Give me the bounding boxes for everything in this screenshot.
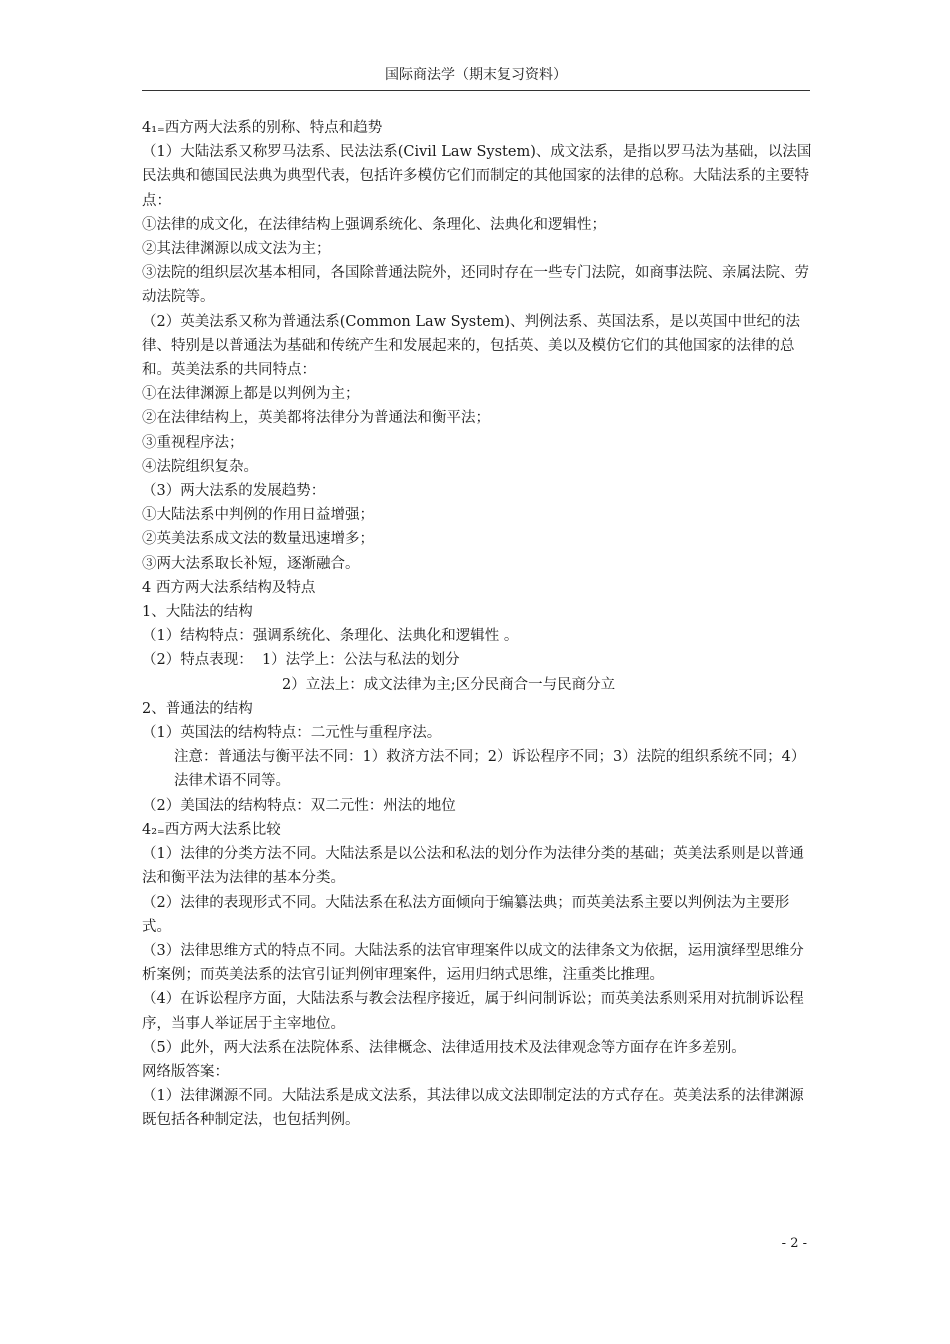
page-header (142, 64, 810, 91)
paragraph: （1）法律的分类方法不同。大陆法系是以公法和私法的划分作为法律分类的基础；英美法系则是以普通法和衡平法为法律的基本分类。 (142, 846, 804, 887)
list-item: ②在法律结构上，英美都将法律分为普通法和衡平法； (142, 410, 490, 427)
document-body (142, 116, 814, 1133)
list-item: ②英美法系成文法的数量迅速增多； (142, 531, 374, 548)
subsection-heading: 1、大陆法的结构 (142, 604, 253, 621)
list-item: ③两大法系取长补短，逐渐融合。 (142, 555, 360, 572)
paragraph: （3）两大法系的发展趋势： (142, 483, 326, 500)
page-number: - 2 - (781, 1236, 807, 1251)
paragraph: 2）立法上：成文法律为主;区分民商合一与民商分立 (282, 676, 616, 693)
paragraph: （1）英国法的结构特点：二元性与重程序法。 (142, 725, 442, 742)
list-item: ②其法律渊源以成文法为主； (142, 241, 331, 258)
section-heading: 4₂₌西方两大法系比较 (142, 821, 281, 838)
paragraph: （2）特点表现： 1）法学上：公法与私法的划分 (142, 652, 460, 669)
paragraph: （2）美国法的结构特点：双二元性：州法的地位 (142, 797, 456, 814)
subsection-heading: 2、普通法的结构 (142, 700, 253, 717)
header-title: 国际商法学（期末复习资料） (385, 67, 567, 83)
subsection-heading: 网络版答案： (142, 1063, 229, 1080)
paragraph: （4）在诉讼程序方面，大陆法系与教会法程序接近，属于纠问制诉讼；而英美法系则采用对抗制诉讼程序，当事人举证居于主宰地位。 (142, 991, 804, 1032)
paragraph: （5）此外，两大法系在法院体系、法律概念、法律适用技术及法律观念等方面存在许多差别。 (142, 1039, 746, 1056)
list-item: ①法律的成文化，在法律结构上强调系统化、条理化、法典化和逻辑性； (142, 216, 606, 233)
section-heading: 4 西方两大法系结构及特点 (142, 579, 316, 596)
list-item: ①在法律渊源上都是以判例为主； (142, 386, 360, 403)
paragraph: （1）法律渊源不同。大陆法系是成文法系，其法律以成文法即制定法的方式存在。英美法系的法律渊源既包括各种制定法，也包括判例。 (142, 1088, 804, 1129)
paragraph: （1）结构特点：强调系统化、条理化、法典化和逻辑性 。 (142, 628, 519, 645)
paragraph: （2）英美法系又称为普通法系(Common Law System)、判例法系、英国法系，是以英国中世纪的法律、特别是以普通法为基础和传统产生和发展起来的，包括英、美以及模仿它们的其他国家的法律的总和。英美法系的共同特点： (142, 313, 801, 379)
note-paragraph: 注意：普通法与衡平法不同：1）救济方法不同；2）诉讼程序不同；3）法院的组织系统不同；4）法律术语不同等。 (174, 749, 806, 790)
list-item: ③重视程序法； (142, 434, 244, 451)
list-item: ③法院的组织层次基本相同，各国除普通法院外，还同时存在一些专门法院，如商事法院、亲属法院、劳动法院等。 (142, 265, 809, 306)
list-item: ④法院组织复杂。 (142, 458, 258, 475)
section-heading: 4₁₌西方两大法系的别称、特点和趋势 (142, 120, 383, 136)
paragraph: （1）大陆法系又称罗马法系、民法法系(Civil Law System)、成文法系，是指以罗马法为基础，以法国民法典和德国民法典为典型代表，包括许多模仿它们而制定的其他国家的法律的总称。大陆法系的主要特点： (142, 144, 812, 209)
list-item: ①大陆法系中判例的作用日益增强； (142, 507, 374, 524)
paragraph: （3）法律思维方式的特点不同。大陆法系的法官审理案件以成文的法律条文为依据，运用演绎型思维分析案例；而英美法系的法官引证判例审理案件，运用归纳式思维，注重类比推理。 (142, 942, 804, 984)
paragraph: （2）法律的表现形式不同。大陆法系在私法方面倾向于编纂法典；而英美法系主要以判例法为主要形式。 (142, 894, 790, 935)
